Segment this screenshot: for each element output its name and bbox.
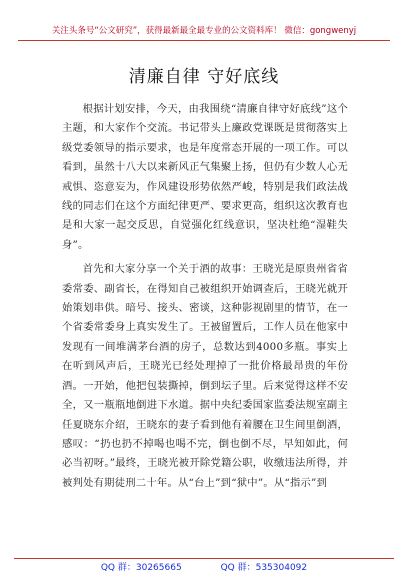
footer-divider [14,558,394,559]
paragraph: 根据计划安排，今天，由我围绕“清廉自律守好底线”这个主题，和大家作个交流。书记带头上廉政党课既是贯彻落实上级党委领导的指示要求，也是年度常态开展的一项工作。可以看到，虽然十八大以来新风正气集聚上扬，但仍有少数人心无戒惧、恣意妄为，作风建设形势依然严峻，特别是我们政法战线的同志们在这个方面纪律更严、要求更高，组织这次教育也是和大家一起交反思，自觉强化红线意识，坚决杜绝“湿鞋失身”。 [62,103,348,251]
paragraph: 首先和大家分享一个关于酒的故事：王晓光是原贵州省省委常委、副省长，在得知自己被组织开始调查后，王晓光就开始策划串供。暗号、接头、密谈，这种影视剧里的情节，在一个省委常委身上真实发生了。王被留置后，工作人员在他家中发现有一间堆满茅台酒的房子，总数达到4000多瓶。事实上在听到风声后，王晓光已经处理掉了一批价格最昂贵的年份酒。一开始，他把包装撕掉，倒到坛子里。后来觉得这样不安全，又一瓶瓶地倒进下水道。据中央纪委国家监委法规室副主任夏晓东介绍，王晓东的妻子看到他有着腰在卫生间里倒酒，感叹：“扔也扔不掉喝也喝不完，倒也倒不尽，早知如此，何必当初呀。”最终，王晓光被开除党籍公职，收缴违法所得，并被判处有期徒刑二十年。从“台上”到“狱中”。从“指示”到 [62,263,348,489]
footer [0,560,408,573]
qq-group-2: QQ 群：535304092 [220,563,308,573]
header-banner: 关注头条号“公文研究”，获得最新最全最专业的公文资料库！ 微信：gongwenyj [51,26,357,36]
header-divider [18,40,390,41]
document-title: 清廉自律 守好底线 [128,67,280,87]
document-body [62,100,348,498]
qq-group-1: QQ 群：30265665 [100,563,182,573]
